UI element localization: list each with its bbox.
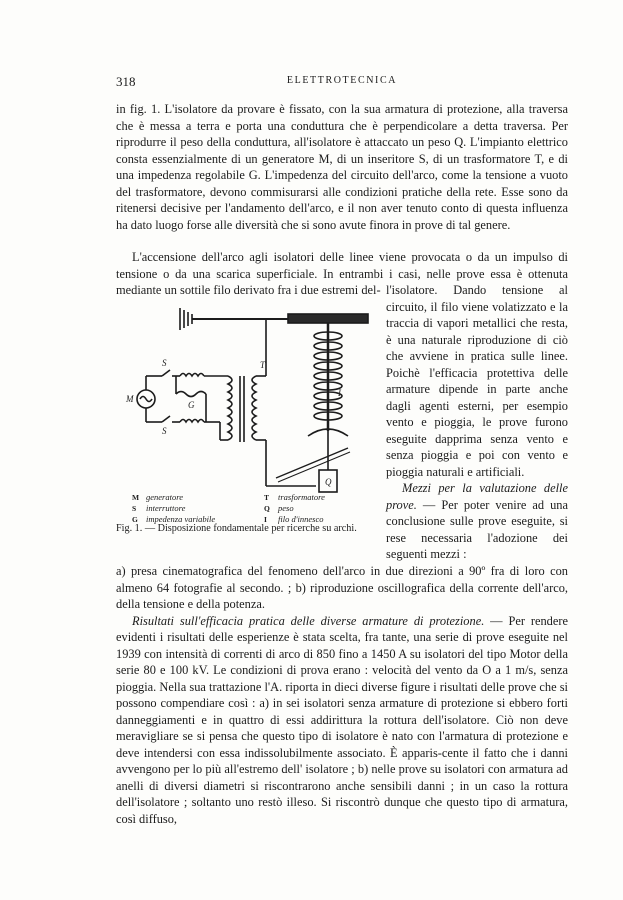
- section-title-risultati: Risultati sull'efficacia pratica delle diverse armature di protezione.: [132, 613, 485, 628]
- circuit-diagram: [116, 296, 378, 520]
- generator-wave: [140, 397, 152, 402]
- legend-row-m: M generatore: [132, 492, 183, 502]
- legend-left: [132, 492, 215, 525]
- body-text-right-column: [386, 282, 568, 563]
- body-text-top: [116, 101, 568, 233]
- body-text-bottom: [116, 563, 568, 827]
- figure-caption: Fig. 1. — Disposizione fondamentale per ricerche su archi.: [116, 523, 357, 534]
- legend-row-t: T trasformatore: [264, 492, 325, 502]
- paragraph-3: l'isolatore. Dando tensione al circuito, il filo viene volatizzato e la traccia di vapori metallici che resta, è una naturale riproduzione di ciò che avviene in pratica sulle linee. Poichè l'efficacia protettiva delle armature dipende in parte anche dagli agenti esterni, per esempio vento e pioggia, le prove furono eseguite dapprima senza vento e senza pioggia e poi con vento e pioggia naturali e artificiali.: [386, 283, 568, 479]
- paragraph-5: a) presa cinematografica del fenomeno dell'arco in due direzioni a 90º fra di loro con almeno 64 fotografie al secondo. ; b) riproduzione oscillografica della corrente dell'arco, della tensione e della potenza.: [116, 564, 568, 611]
- cross-arm-lower: [278, 452, 350, 482]
- legend-row-s: S interruttore: [132, 503, 186, 513]
- switch-top: [162, 370, 170, 376]
- legend-row-q: Q peso: [264, 503, 294, 513]
- section-title-mezzi: Mezzi per la valutazione delle prove.: [386, 481, 568, 512]
- label-s-bottom: S: [162, 426, 167, 436]
- paragraph-6-body: — Per rendere evidenti i risultati delle esperienze è stata scelta, fra tante, una serie di prove eseguite nel 1939 con intensità di correnti di arco di 850 fino a 1450 A su isolatori del tipo Motor della serie 80 e 100 kV. Le condizioni di prova erano : velocità del vento da O a 1 m/s, senza pioggia. Nella sua trattazione l'A. riporta in dieci diverse figure i risultati delle prove che si possono compendiare così : a) in sei isolatori senza armature di protezione si ebbero forti danneggiamenti e in quattro di essi addirittura la rottura dell'isolatore. Ciò non deve meravigliare se si pensa che questo tipo di isolatore è nato con l'armatura di protezione e deve intendersi con essa indissolubilmente associato. È apparis-cente il fatto che i danni avvengono per lo più all'estremo dell' isolatore ; b) nelle prove su isolatori con armatura ad anelli di diversi diametri si riscontrarono anche sensibili danni ; in un caso la rottura dell'isolatore ; soltanto uno restò illeso. Si riscontrò dunque che questo tipo di armatura, così diffuso,: [116, 613, 568, 826]
- running-title: ELETTROTECNICA: [286, 75, 398, 86]
- switch-bottom: [162, 416, 170, 422]
- transformer: [228, 376, 256, 442]
- legend-row-i: I filo d'innesco: [264, 514, 324, 524]
- impedance-g: [176, 392, 206, 397]
- label-i: I: [338, 388, 341, 398]
- label-t: T: [260, 360, 266, 370]
- label-s-top: S: [162, 358, 167, 368]
- paragraph-4: [386, 480, 568, 563]
- page-header: [116, 74, 568, 90]
- page-number: 318: [116, 74, 136, 89]
- paragraph-4-body: — Per poter venire ad una conclusione sulle prove eseguite, si rese necessaria l'adozione dei seguenti mezzi :: [386, 497, 568, 561]
- label-g: G: [188, 400, 195, 410]
- conductor-bar: [288, 314, 368, 323]
- paragraph-2: L'accensione dell'arco agli isolatori delle linee viene provocata o da un impulso di tensione o da una scarica superficiale. In entrambi i casi, nelle prove essa è ottenuta mediante un sottile filo derivato fra i due estremi del-: [116, 250, 568, 297]
- legend-right: [264, 492, 325, 525]
- impedance-bottom: [180, 420, 204, 423]
- legend-row-g: G impedenza variabile: [132, 514, 216, 524]
- impedance-top: [180, 374, 204, 377]
- label-q: Q: [325, 477, 332, 487]
- figure-1: [116, 296, 378, 524]
- label-m: M: [126, 394, 134, 404]
- paragraph-6: [116, 613, 568, 828]
- paragraph-1: in fig. 1. L'isolatore da provare è fissato, con la sua armatura di protezione, alla traversa che è messa a terra e porta una conduttura che è perpendicolare a detta traversa. Per riprodurre il peso della conduttura, all'isolatore è attaccato un peso Q. L'impianto elettrico consta essenzialmente di un generatore M, di un inseritore S, di un trasformatore T, e di una impedenza regolabile G. L'impedenza del circuito dell'arco, come la tensione a vuoto del trasformatore, devono commisurarsi alle condizioni pratiche della rete. Esse sono da ritenersi decisive per l'andamento dell'arco, e il non aver tenuto conto di questa influenza ha dato luogo forse alle diversità che si sono avute finora in prove di tal genere.: [116, 102, 568, 232]
